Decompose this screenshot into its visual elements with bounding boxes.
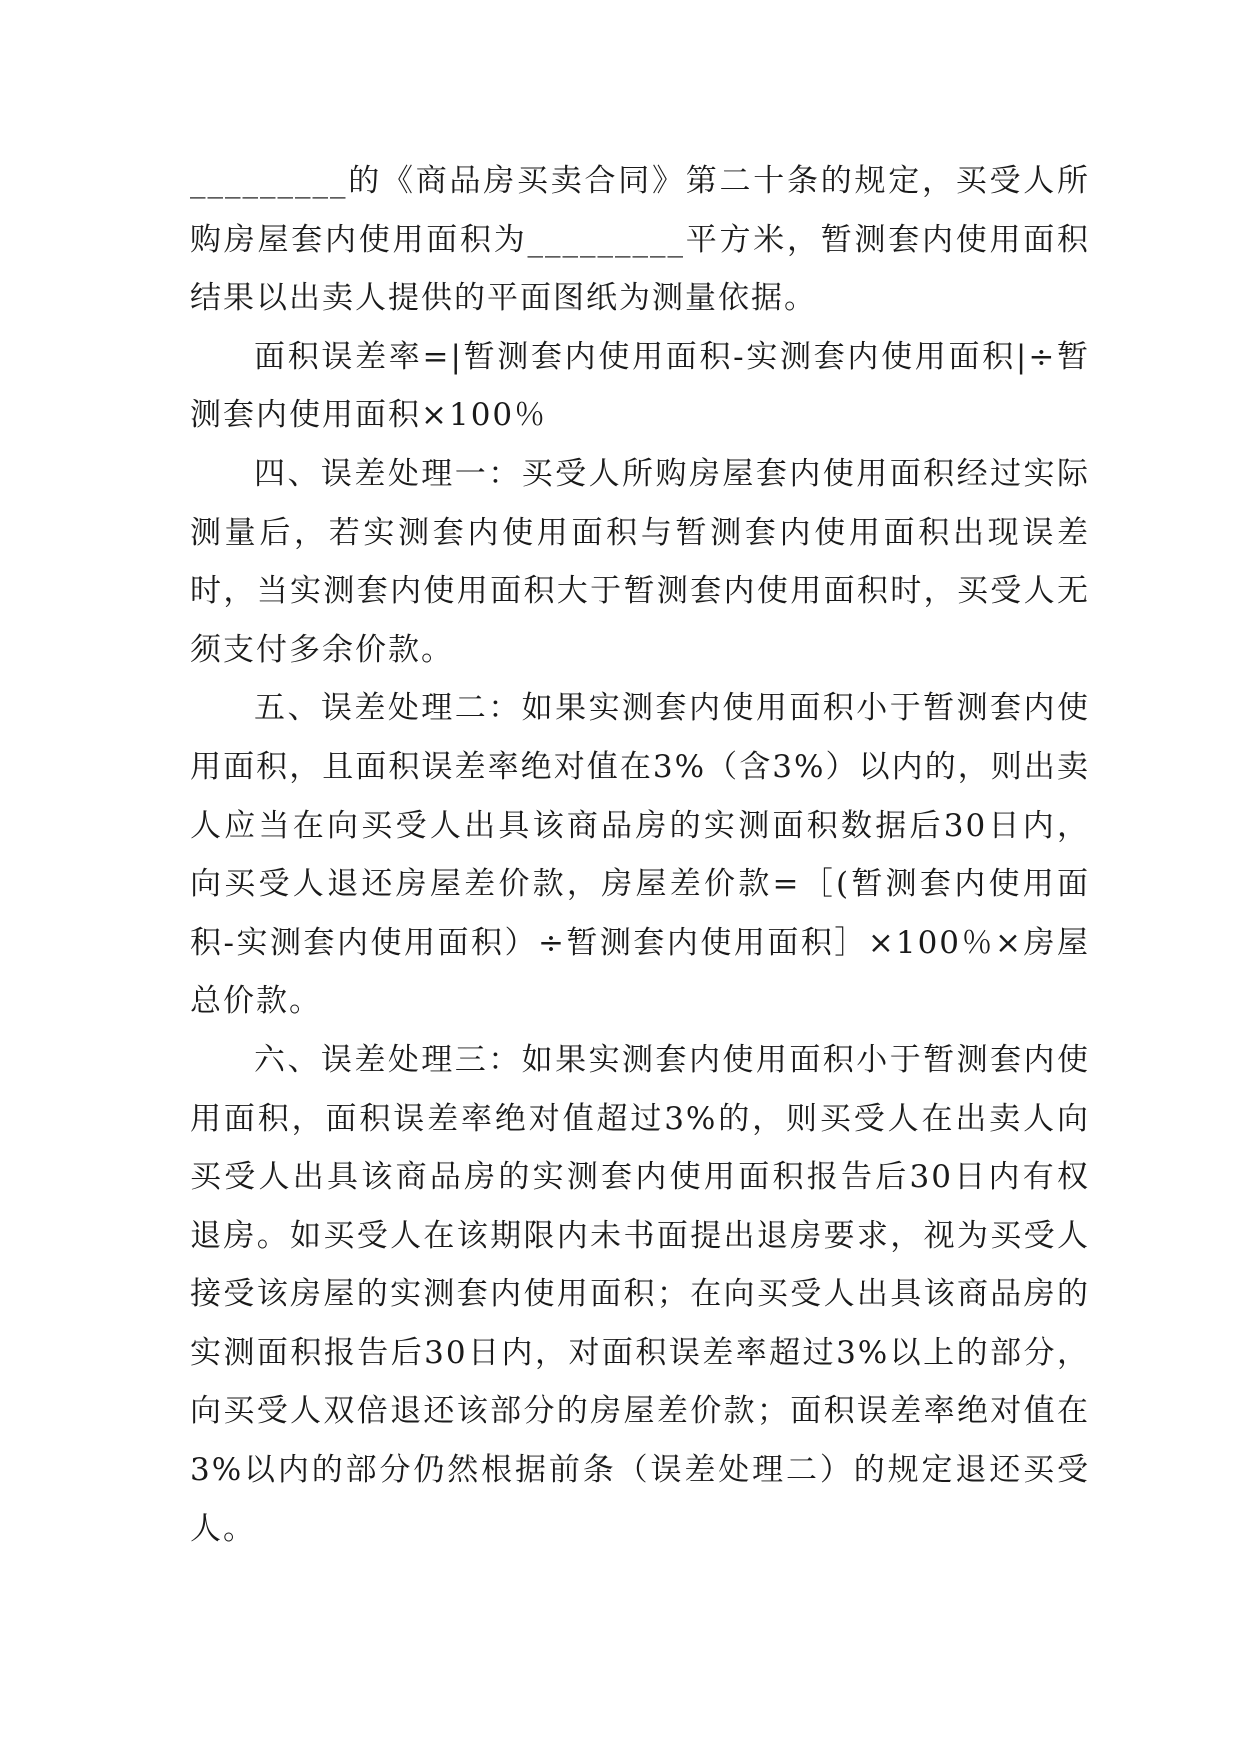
paragraph-error-handling-2: 五、误差处理二：如果实测套内使用面积小于暂测套内使用面积，且面积误差率绝对值在3%（含3%）以内的，则出卖人应当在向买受人出具该商品房的实测面积数据后30日内，向买受人退还房屋差价款，房屋差价款=［(暂测套内使用面积-实测套内使用面积）÷暂测套内使用面积］×100％×房屋总价款。 <box>190 690 1090 1020</box>
paragraph-error-rate-formula: 面积误差率=|暂测套内使用面积-实测套内使用面积|÷暂测套内使用面积×100％ <box>190 338 1090 434</box>
paragraph-error-handling-1: 四、误差处理一：买受人所购房屋套内使用面积经过实际测量后，若实测套内使用面积与暂测套内使用面积出现误差时，当实测套内使用面积大于暂测套内使用面积时，买受人无须支付多余价款。 <box>190 455 1090 668</box>
paragraph-area-clause: _________的《商品房买卖合同》第二十条的规定，买受人所购房屋套内使用面积为_________平方米，暂测套内使用面积结果以出卖人提供的平面图纸为测量依据。 <box>190 163 1090 317</box>
paragraph-error-handling-3: 六、误差处理三：如果实测套内使用面积小于暂测套内使用面积，面积误差率绝对值超过3%的，则买受人在出卖人向买受人出具该商品房的实测套内使用面积报告后30日内有权退房。如买受人在该期限内未书面提出退房要求，视为买受人接受该房屋的实测套内使用面积；在向买受人出具该商品房的实测面积报告后30日内，对面积误差率超过3%以上的部分，向买受人双倍退还该部分的房屋差价款；面积误差率绝对值在3%以内的部分仍然根据前条（误差处理二）的规定退还买受人。 <box>190 1041 1090 1547</box>
document-body <box>190 152 1090 1558</box>
